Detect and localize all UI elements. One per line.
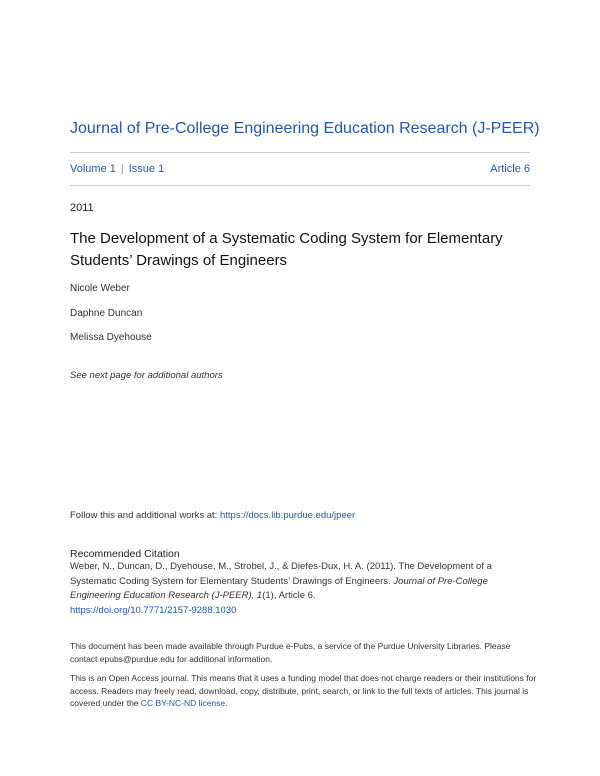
divider [70, 152, 530, 153]
paper-title: The Development of a Systematic Coding System for Elementary Students’ Drawings of Engineers [70, 230, 503, 269]
volume-link[interactable]: Volume 1 [70, 163, 116, 175]
citation-text: Weber, N., Duncan, D., Dyehouse, M., Strobel, J., & Diefes-Dux, H. A. (2011). The Development of a Systematic Coding System for Elementary Students’ Drawings of Engineers. [70, 561, 492, 587]
license-link[interactable]: CC BY-NC-ND license [140, 698, 226, 708]
publication-year: 2011 [70, 202, 94, 214]
author-name[interactable]: Nicole Weber [70, 283, 130, 294]
citation-journal: Journal of Pre-College Engineering Education Research (J-PEER), 1 [70, 575, 488, 601]
citation-body [70, 560, 540, 618]
issue-link[interactable]: Issue 1 [128, 163, 165, 175]
author-name[interactable]: Daphne Duncan [70, 308, 143, 319]
divider [70, 185, 530, 186]
see-next-page-note: See next page for additional authors [70, 370, 223, 381]
follow-prefix: Follow this and additional works at: [70, 510, 220, 521]
journal-title-link[interactable]: Journal of Pre-College Engineering Education Research (J-PEER) [70, 120, 540, 137]
doi-link[interactable]: https://doi.org/10.7771/2157-9288.1030 [70, 604, 237, 616]
volume-issue-line [70, 163, 164, 175]
follow-line [70, 510, 355, 521]
open-access-text: This is an Open Access journal. This means that it uses a funding model that does not charge readers or their institutions for access. Readers may freely read, download, copy, distribute, print, search, or link to the full texts of articles. This journal is covered under the [70, 673, 537, 708]
citation-heading: Recommended Citation [70, 548, 180, 560]
open-access-end: . [225, 698, 228, 708]
separator: | [120, 163, 124, 175]
citation-volume: (1), Article 6. [262, 590, 316, 601]
open-access-note [70, 672, 540, 710]
article-number-link[interactable]: Article 6 [490, 163, 530, 175]
author-name[interactable]: Melissa Dyehouse [70, 332, 152, 343]
availability-note: This document has been made available through Purdue e-Pubs, a service of the Purdue University Libraries. Please contact epubs@purdue.edu for additional information. [70, 641, 511, 664]
repository-link[interactable]: https://docs.lib.purdue.edu/jpeer [219, 510, 356, 521]
